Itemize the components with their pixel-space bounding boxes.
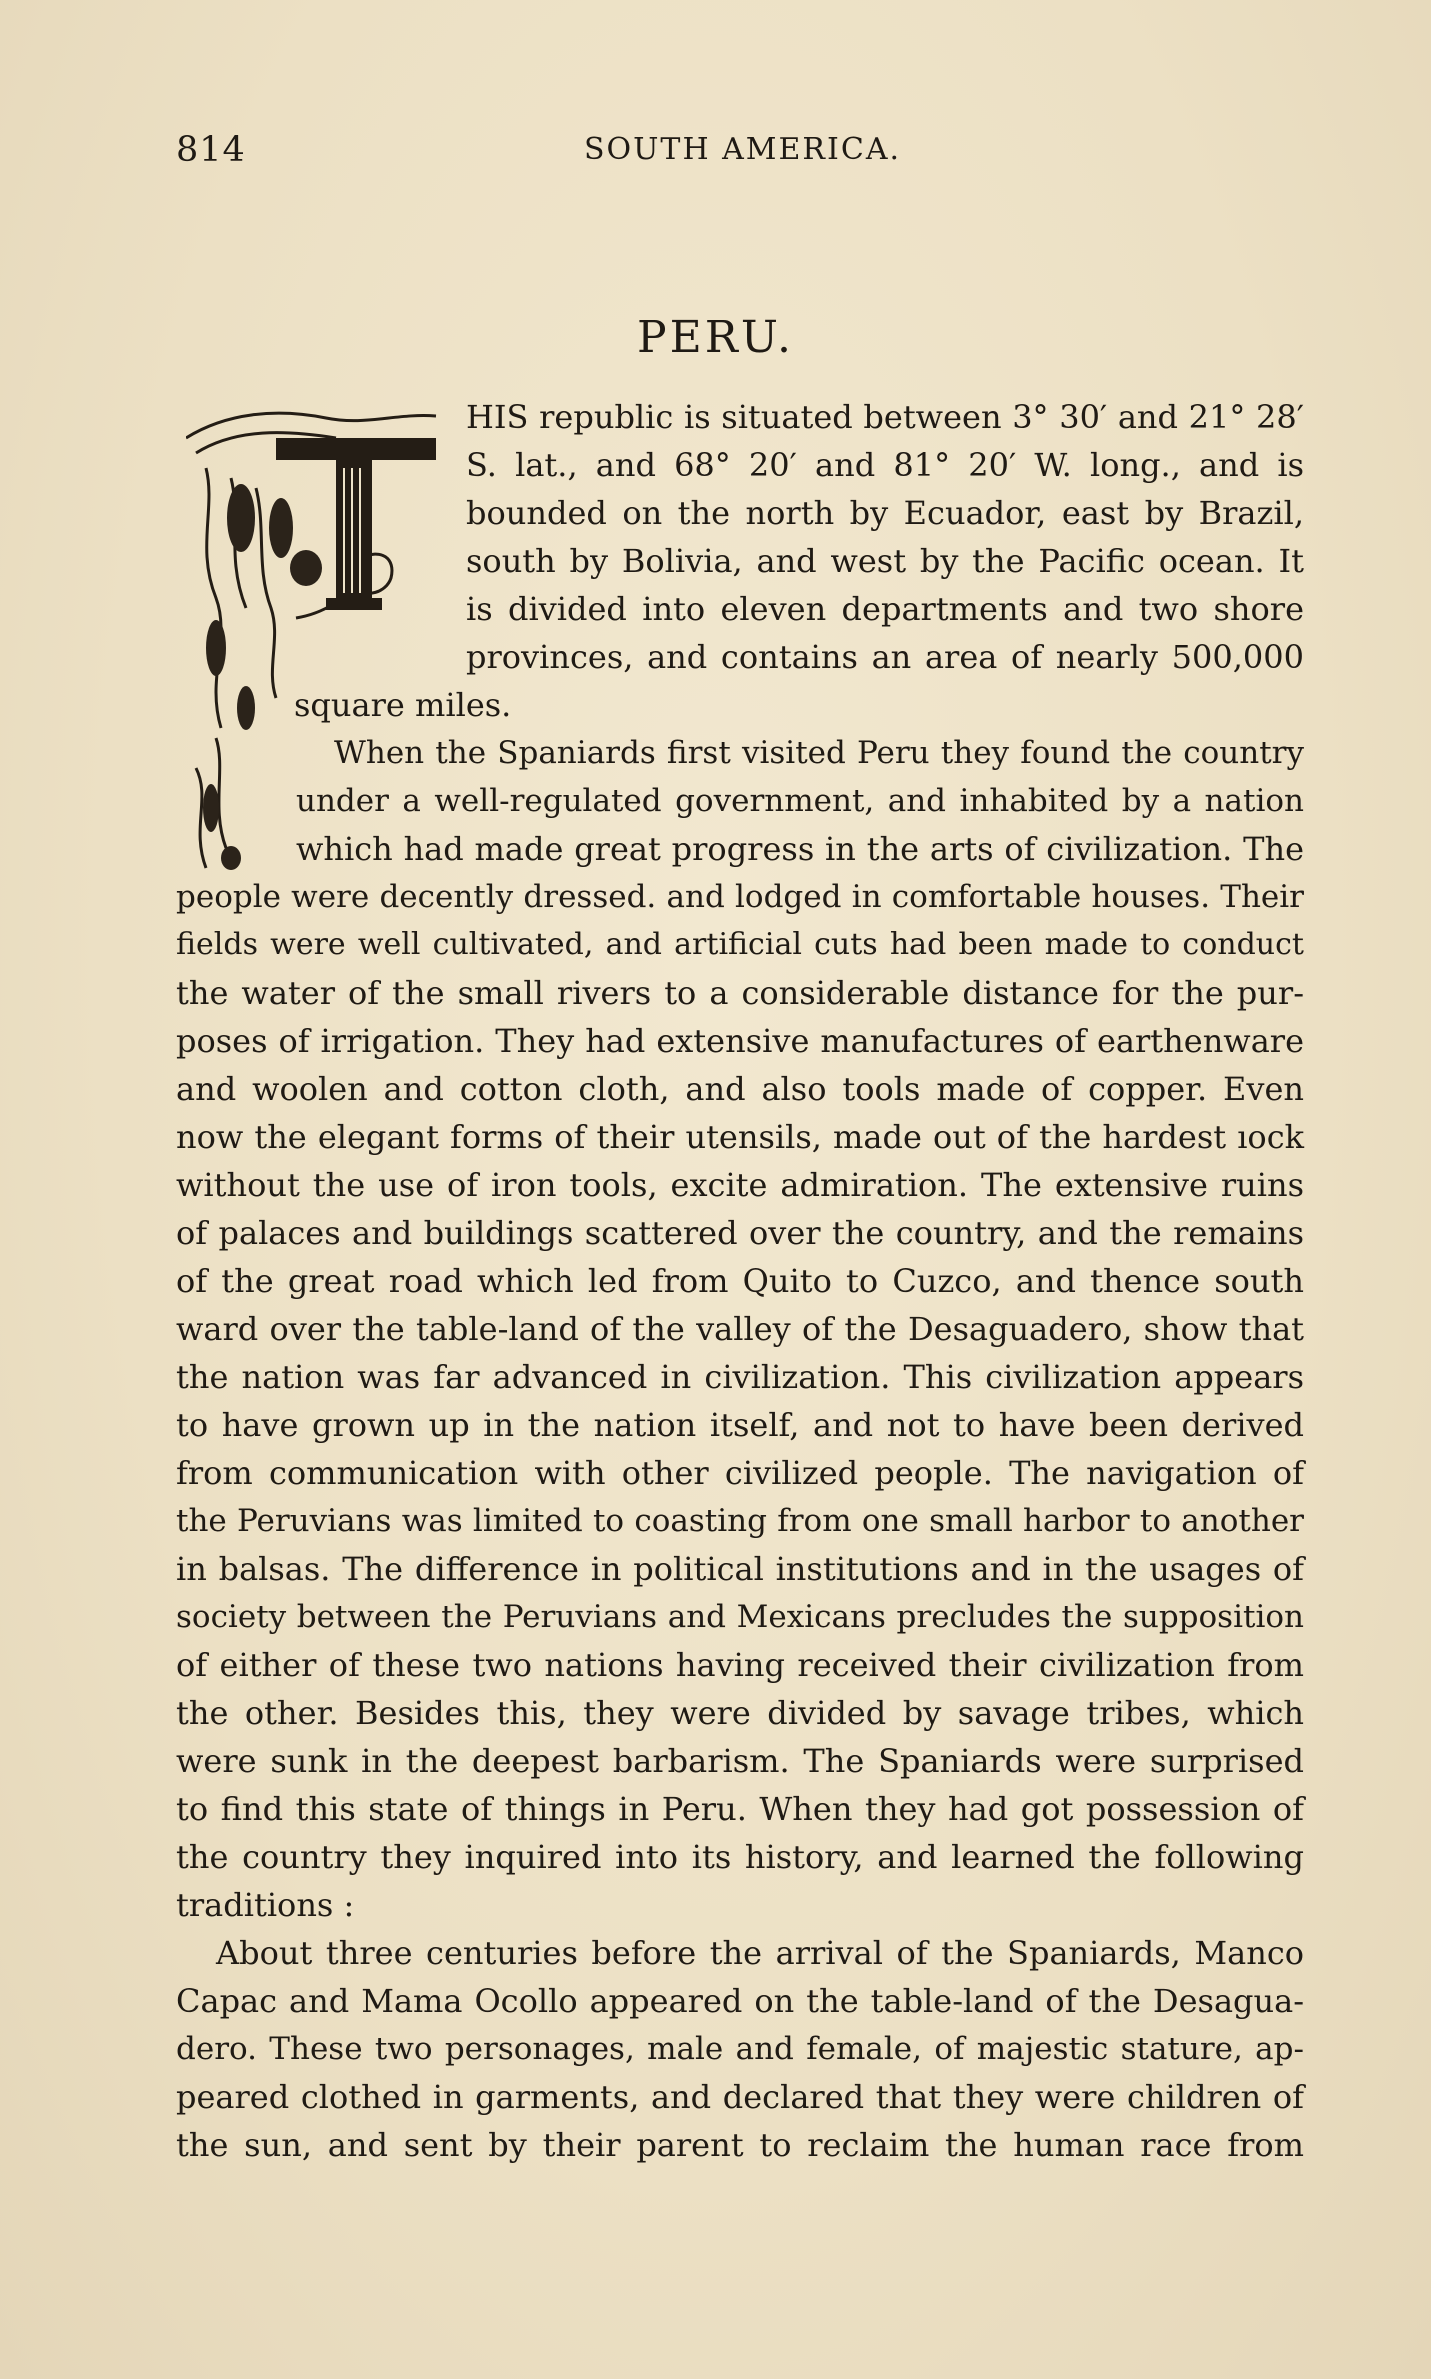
text-line: the Peruvians was limited to coasting from one small harbor to another xyxy=(176,1503,1304,1539)
text-line: which had made great progress in the arts of civilization. The xyxy=(296,830,1304,868)
text-line: without the use of iron tools, excite admiration. The extensive ruins xyxy=(176,1166,1304,1204)
text-line: is divided into eleven departments and two shore xyxy=(466,590,1304,628)
text-line: ward over the table-land of the valley of the Desaguadero, show that xyxy=(176,1310,1304,1348)
text-line: dero. These two personages, male and female, of majestic stature, ap- xyxy=(176,2031,1304,2067)
text-line: of the great road which led from Quito to Cuzco, and thence south xyxy=(176,1262,1304,1300)
text-line: traditions : xyxy=(176,1886,355,1924)
text-line: under a well-regulated government, and inhabited by a nation xyxy=(296,783,1304,819)
text-line: the country they inquired into its history, and learned the following xyxy=(176,1838,1304,1876)
text-line: S. lat., and 68° 20′ and 81° 20′ W. long., and is xyxy=(466,446,1304,484)
text-line: poses of irrigation. They had extensive manufactures of earthenware xyxy=(176,1022,1304,1060)
text-line: now the elegant forms of their utensils, made out of the hardest ıock xyxy=(176,1118,1304,1156)
text-line: provinces, and contains an area of nearly 500,000 xyxy=(466,638,1304,676)
text-line: to have grown up in the nation itself, and not to have been derived xyxy=(176,1406,1304,1444)
text-line: About three centuries before the arrival of the Spaniards, Manco xyxy=(216,1934,1304,1972)
text-line: to find this state of things in Peru. When they had got possession of xyxy=(176,1790,1304,1828)
page-header xyxy=(176,130,1296,180)
text-line: were sunk in the deepest barbarism. The Spaniards were surprised xyxy=(176,1742,1304,1780)
text-line: people were decently dressed. and lodged in comfortable houses. Their xyxy=(176,879,1304,915)
text-line: and woolen and cotton cloth, and also tools made of copper. Even xyxy=(176,1070,1304,1108)
text-line: square miles. xyxy=(294,686,512,724)
text-line: the water of the small rivers to a considerable distance for the pur- xyxy=(176,974,1304,1012)
text-line: the nation was far advanced in civilization. This civilization appears xyxy=(176,1358,1304,1396)
text-line: fields were well cultivated, and artificial cuts had been made to conduct xyxy=(176,927,1304,962)
article-title: PERU. xyxy=(637,312,794,363)
text-line: south by Bolivia, and west by the Pacific ocean. It xyxy=(466,542,1304,580)
text-line: of palaces and buildings scattered over the country, and the remains xyxy=(176,1214,1304,1252)
text-line: society between the Peruvians and Mexicans precludes the supposition xyxy=(176,1599,1304,1635)
text-line: the other. Besides this, they were divided by savage tribes, which xyxy=(176,1694,1304,1732)
text-line: of either of these two nations having received their civilization from xyxy=(176,1646,1304,1684)
text-line: When the Spaniards first visited Peru they found the country xyxy=(334,735,1304,771)
text-line: peared clothed in garments, and declared that they were children of xyxy=(176,2078,1304,2116)
text-line: in balsas. The difference in political institutions and in the usages of xyxy=(176,1550,1304,1588)
text-line: the sun, and sent by their parent to reclaim the human race from xyxy=(176,2126,1304,2164)
text-line: HIS republic is situated between 3° 30′ and 21° 28′ xyxy=(466,398,1304,436)
text-line: from communication with other civilized people. The navigation of xyxy=(176,1454,1304,1492)
page-number: 814 xyxy=(176,130,246,170)
text-line: bounded on the north by Ecuador, east by Brazil, xyxy=(466,494,1304,532)
text-line: Capac and Mama Ocollo appeared on the table-land of the Desagua- xyxy=(176,1982,1304,2020)
running-head: SOUTH AMERICA. xyxy=(584,132,902,167)
